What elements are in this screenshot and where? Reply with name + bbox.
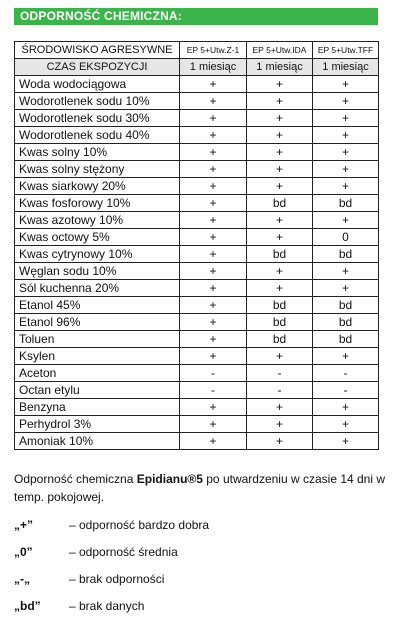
resistance-value: + [313,399,379,416]
legend-text: – odporność bardzo dobra [69,518,210,532]
medium-name: Toluen [15,331,180,348]
table-row [15,399,379,416]
resistance-value: + [247,348,313,365]
table-row [15,246,379,263]
resistance-value: + [180,110,247,127]
medium-name: Perhydrol 3% [15,416,180,433]
exposure-value: 1 miesiąc [247,59,313,76]
resistance-value: + [313,348,379,365]
section-title: ODPORNOŚĆ CHEMICZNA: [14,8,378,25]
resistance-value: - [313,365,379,382]
resistance-value: + [247,263,313,280]
resistance-value: + [313,178,379,195]
resistance-value: + [313,127,379,144]
medium-name: Wodorotlenek sodu 40% [15,127,180,144]
product-name: Epidianu®5 [136,472,203,486]
medium-name: Kwas solny stężony [15,161,180,178]
resistance-value: + [180,263,247,280]
resistance-value: bd [313,246,379,263]
chemical-resistance-table [14,41,379,450]
medium-name: Woda wodociągowa [15,76,180,93]
table-row [15,127,379,144]
resistance-value: bd [247,331,313,348]
table-row [15,229,379,246]
table-body [15,59,379,450]
medium-name: Węglan sodu 10% [15,263,180,280]
resistance-value: + [313,212,379,229]
resistance-value: + [247,229,313,246]
resistance-value: + [180,212,247,229]
resistance-value: + [247,110,313,127]
resistance-value: + [313,161,379,178]
resistance-value: + [247,93,313,110]
medium-name: Aceton [15,365,180,382]
resistance-value: + [180,76,247,93]
medium-name: Kwas cytrynowy 10% [15,246,180,263]
resistance-value: + [247,76,313,93]
resistance-value: + [247,144,313,161]
resistance-value: + [180,297,247,314]
resistance-value: + [247,212,313,229]
resistance-value: + [180,314,247,331]
medium-name: Benzyna [15,399,180,416]
resistance-value: + [313,416,379,433]
medium-name: Kwas octowy 5% [15,229,180,246]
resistance-value: + [180,433,247,450]
resistance-value: + [180,229,247,246]
resistance-value: + [180,93,247,110]
note-text: Odporność chemiczna [14,472,137,486]
legend-symbol: „+” [14,518,34,532]
table-row [15,76,379,93]
medium-name: Wodorotlenek sodu 10% [15,93,180,110]
resistance-value: - [247,365,313,382]
medium-name: Kwas fosforowy 10% [15,195,180,212]
resistance-value: + [180,331,247,348]
table-row [15,297,379,314]
resistance-value: + [247,178,313,195]
table-row [15,280,379,297]
resistance-value: bd [247,297,313,314]
legend-text: – brak danych [69,599,145,613]
resistance-value: + [247,127,313,144]
exposure-row [15,59,379,76]
legend-item [14,571,164,587]
resistance-value: + [180,280,247,297]
table-row [15,314,379,331]
medium-name: Etanol 96% [15,314,180,331]
medium-name: Kwas solny 10% [15,144,180,161]
resistance-value: + [247,161,313,178]
resistance-value: + [180,348,247,365]
resistance-value: bd [313,314,379,331]
medium-name: Etanol 45% [15,297,180,314]
table-row [15,433,379,450]
resistance-value: + [180,246,247,263]
resistance-value: + [313,76,379,93]
resistance-value: + [180,161,247,178]
table-row [15,178,379,195]
resistance-value: + [180,399,247,416]
resistance-value: + [313,433,379,450]
column-header: EP 5+Utw.IDA [247,42,313,59]
resistance-value: + [180,178,247,195]
exposure-value: 1 miesiąc [313,59,379,76]
resistance-value: + [247,399,313,416]
resistance-value: - [313,382,379,399]
resistance-value: + [247,280,313,297]
resistance-value: bd [313,195,379,212]
medium-name: Sól kuchenna 20% [15,280,180,297]
table-row [15,348,379,365]
table-row [15,365,379,382]
table-row [15,161,379,178]
medium-name: Kwas azotowy 10% [15,212,180,229]
legend-symbol: „-„ [14,572,30,586]
medium-name: Octan etylu [15,382,180,399]
resistance-note [14,470,394,506]
medium-name: Wodorotlenek sodu 30% [15,110,180,127]
resistance-value: + [313,93,379,110]
column-header: EP 5+Utw.TFF [313,42,379,59]
legend-text: – odporność średnia [69,545,178,559]
table-row [15,382,379,399]
legend-symbol: „0” [14,545,33,559]
column-header: ŚRODOWISKO AGRESYWNE [15,42,180,59]
column-header: EP 5+Utw.Z-1 [180,42,247,59]
resistance-value: + [180,416,247,433]
resistance-value: + [180,144,247,161]
resistance-value: - [180,382,247,399]
resistance-value: bd [313,297,379,314]
legend-item [14,517,209,533]
resistance-value: bd [247,195,313,212]
table-row [15,144,379,161]
medium-name: Ksylen [15,348,180,365]
resistance-value: bd [313,331,379,348]
resistance-value: - [180,365,247,382]
note-text: po utwardzeniu w czasie 14 dni w temp. pokojowej. [14,472,386,504]
resistance-value: + [180,127,247,144]
legend-item [14,598,144,614]
table-row [15,195,379,212]
resistance-value: + [313,280,379,297]
table-row [15,212,379,229]
table-row [15,263,379,280]
resistance-value: bd [247,314,313,331]
resistance-value: + [313,144,379,161]
table-header-row [15,42,379,59]
resistance-value: - [247,382,313,399]
resistance-value: + [313,110,379,127]
resistance-value: bd [247,246,313,263]
legend-item [14,544,178,560]
resistance-value: + [247,416,313,433]
exposure-label: CZAS EKSPOZYCJI [15,59,180,76]
table-row [15,110,379,127]
resistance-value: 0 [313,229,379,246]
table-row [15,331,379,348]
medium-name: Amoniak 10% [15,433,180,450]
exposure-value: 1 miesiąc [180,59,247,76]
legend-text: – brak odporności [69,572,165,586]
resistance-value: + [313,263,379,280]
resistance-value: + [180,195,247,212]
resistance-value: + [247,433,313,450]
legend-symbol: „bd” [14,599,41,613]
table-row [15,416,379,433]
medium-name: Kwas siarkowy 20% [15,178,180,195]
table-row [15,93,379,110]
